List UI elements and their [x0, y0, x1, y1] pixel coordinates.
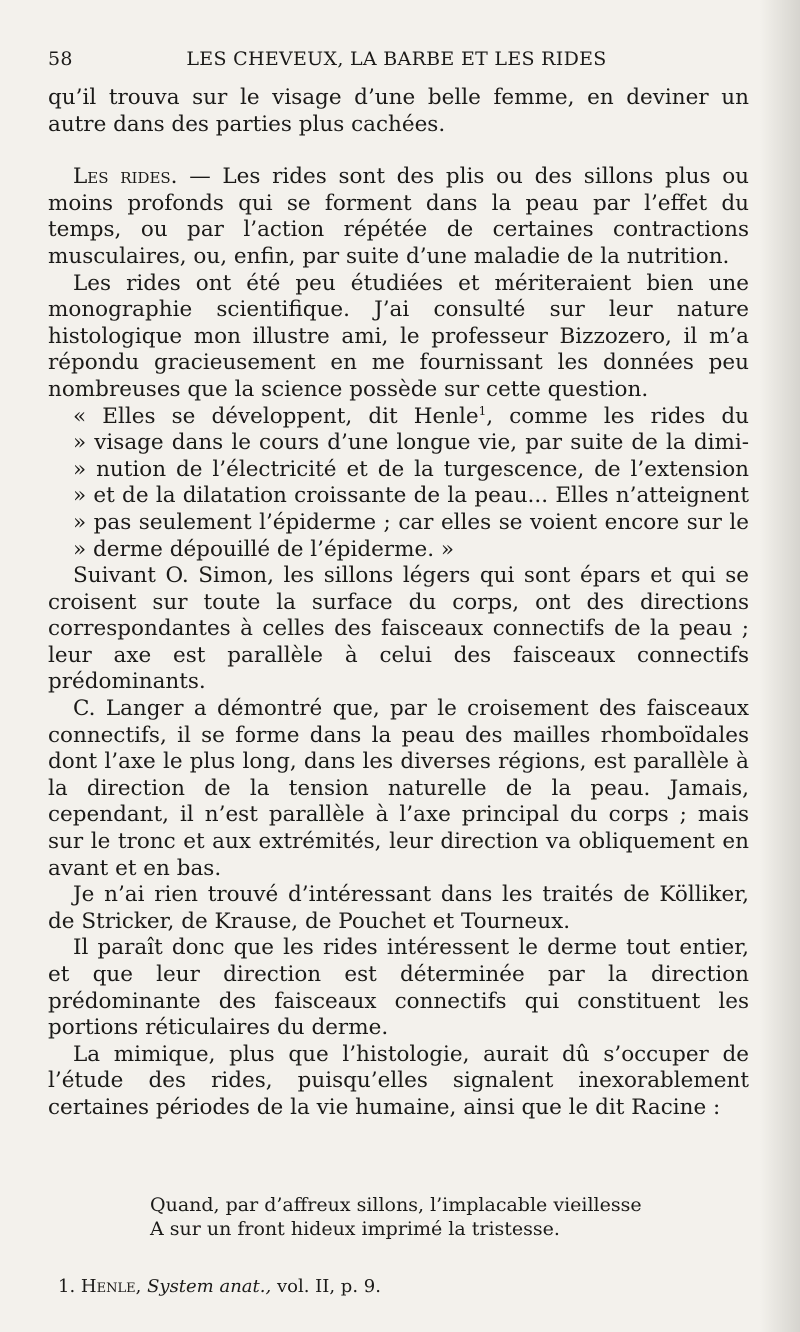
quote-line: » derme dépouillé de l’épiderme. »: [73, 536, 455, 562]
quote-line: » pas seulement l’épiderme ; car elles se voient encore sur le: [73, 509, 749, 535]
quote-line: [48, 404, 749, 431]
body-text: [48, 85, 749, 1122]
section-heading: Les rides.: [73, 164, 178, 190]
paragraph-henle-quote: [48, 404, 749, 564]
paragraph-simon: Suivant O. Simon, les sillons légers qui sont épars et qui se croisent sur toute la surface du corps, ont des directions correspondantes à celles des faisceaux connectifs de la peau ; leur axe est parallèle à celui des faisceaux connectifs prédominants.: [48, 563, 749, 695]
footnote-marker: 1.: [58, 1276, 76, 1297]
quote-text: « Elles se développent, dit Henle: [73, 403, 479, 429]
verse-line: A sur un front hideux imprimé la tristesse.: [150, 1218, 560, 1240]
paragraph-langer: C. Langer a démontré que, par le croisement des faisceaux connectifs, il se forme dans la peau des mailles rhomboïdales dont l’axe le plus long, dans les diverses régions, est parallèle à la direction de la tension naturelle de la peau. Jamais, cependant, il n’est parallèle à l’axe principal du corps ; mais sur le tronc et aux extrémités, leur direction va obliquement en avant et en bas.: [48, 696, 749, 881]
quote-line: » et de la dilatation croissante de la peau... Elles n’atteignent: [73, 483, 749, 509]
paragraph-rides-definition: [48, 164, 749, 270]
page-number: 58: [48, 48, 73, 70]
quote-text: , comme les rides du: [486, 403, 750, 429]
quote-line: » nution de l’électricité et de la turgescence, de l’extension: [73, 456, 749, 482]
footnote-ref: 1: [478, 403, 487, 418]
verse-quotation: [150, 1193, 642, 1241]
running-head: LES CHEVEUX, LA BARBE ET LES RIDES: [186, 48, 607, 70]
page-header: [48, 44, 745, 74]
footnote-author: Henle,: [80, 1276, 142, 1297]
paragraph-derme: Il paraît donc que les rides intéressent le derme tout entier, et que leur direction est déterminée par la direction prédominante des faisceaux connectifs qui constituent les portions réticulaires du derme.: [48, 935, 749, 1041]
footnote-rest: vol. II, p. 9.: [271, 1276, 381, 1297]
paragraph-traites: Je n’ai rien trouvé d’intéressant dans les traités de Kölliker, de Stricker, de Krause, de Pouchet et Tourneux.: [48, 882, 749, 934]
paragraph-monographie: Les rides ont été peu étudiées et mériteraient bien une monographie scientifique. J’ai consulté sur leur nature histologique mon illustre ami, le professeur Bizzozero, il m’a répondu gracieusement en me fournissant les données peu nombreuses que la science possède sur cette question.: [48, 270, 749, 402]
paragraph-continuation: qu’il trouva sur le visage d’une belle femme, en deviner un autre dans des parties plus cachées.: [48, 85, 749, 137]
footnote-title: System anat.,: [147, 1276, 272, 1297]
footnote: [58, 1276, 381, 1297]
verse-line: Quand, par d’affreux sillons, l’implacable vieillesse: [150, 1194, 642, 1216]
page-edge-shadow: [760, 0, 800, 1332]
quote-line: » visage dans le cours d’une longue vie, par suite de la dimi-: [73, 430, 749, 456]
paragraph-text: — Les rides sont des plis ou des sillons plus ou moins profonds qui se forment dans la peau par l’effet du temps, ou par l’action répétée de certaines contractions musculaires, ou, enfin, par suite d’une maladie de la nutrition.: [48, 164, 749, 269]
paragraph-mimique: La mimique, plus que l’histologie, aurait dû s’occuper de l’étude des rides, puisqu’elles signalent inexorablement certaines périodes de la vie humaine, ainsi que le dit Racine :: [48, 1041, 749, 1120]
